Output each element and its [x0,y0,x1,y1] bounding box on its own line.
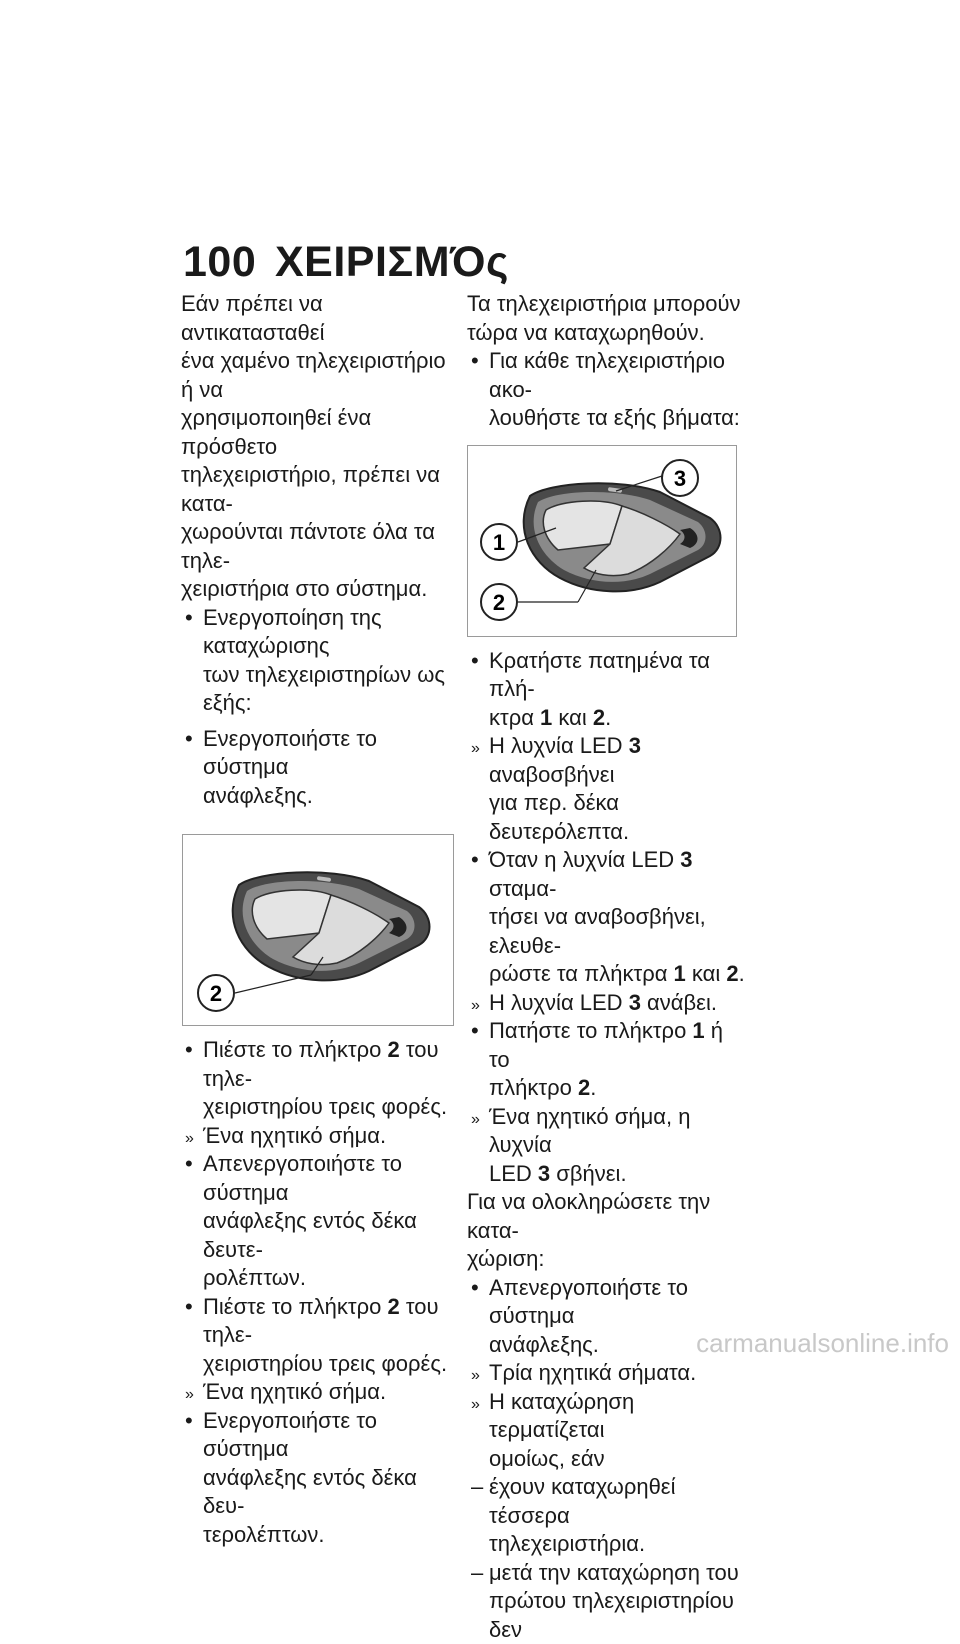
bullet-item: • Κρατήστε πατημένα τα πλή- κτρα 1 και 2. [467,647,745,733]
result-item: » Ένα ηχητικό σήμα, η λυχνία LED 3 σβήνει. [467,1103,745,1189]
result-marker [471,1359,487,1391]
dash-marker [471,1559,487,1588]
bullet-marker [185,1293,201,1322]
dash-marker [471,1473,487,1502]
callout-1: 1 [493,530,505,555]
bullet-item: • Πιέστε το πλήκτρο 2 του τηλε- χειριστηρίου τρεις φορές. [181,1036,459,1122]
bullet-item: • Απενεργοποιήστε το σύστημα ανάφλεξης εντός δέκα δευτε- ρολέπτων. [181,1150,459,1293]
intro-paragraph: Τα τηλεχειριστήρια μπορούν τώρα να καταχωρηθούν. [467,290,745,347]
bullet-marker [185,604,201,633]
bullet-item: • Για κάθε τηλεχειριστήριο ακο- λουθήστε τα εξής βήματα: [467,347,745,433]
bullet-marker [471,1017,487,1046]
bullet-item: • Απενεργοποιήστε το σύστημα ανάφλεξης. [467,1274,745,1360]
bullet-marker [185,1150,201,1179]
result-item: » Η λυχνία LED 3 αναβοσβήνει για περ. δέκα δευτερόλεπτα. [467,732,745,846]
callout-2: 2 [210,981,222,1006]
result-item: » Ένα ηχητικό σήμα. [181,1378,459,1407]
result-marker [185,1122,201,1154]
bullet-item: • Ενεργοποίηση της καταχώρισης των τηλεχειριστηρίων ως εξής: [181,604,459,718]
result-marker [471,989,487,1021]
result-item: » Τρία ηχητικά σήματα. [467,1359,745,1388]
bullet-marker [185,1036,201,1065]
result-item: » Η καταχώρηση τερματίζεται ομοίως, εάν [467,1388,745,1474]
bullet-marker [471,1274,487,1303]
bullet-marker [471,347,487,376]
bullet-item: • Πιέστε το πλήκτρο 2 του τηλε- χειριστηρίου τρεις φορές. [181,1293,459,1379]
left-column [181,290,459,1549]
bullet-marker [471,647,487,676]
result-marker [185,1378,201,1410]
result-marker [471,1103,487,1135]
bullet-marker [185,725,201,754]
key-fob-figure-left [182,834,454,1026]
bullet-item: • Πατήστε το πλήκτρο 1 ή το πλήκτρο 2. [467,1017,745,1103]
bullet-item: • Ενεργοποιήστε το σύστημα ανάφλεξης εντός δέκα δευ- τερολέπτων. [181,1407,459,1550]
callout-3: 3 [674,466,686,491]
result-marker [471,1388,487,1420]
dash-item: – μετά την καταχώρηση του πρώτου τηλεχειριστηρίου δεν [467,1559,745,1644]
bullet-item: • Όταν η λυχνία LED 3 σταμα- τήσει να αναβοσβήνει, ελευθε- ρώστε τα πλήκτρα 1 και 2. [467,846,745,989]
result-marker [471,732,487,764]
callout-2: 2 [493,590,505,615]
dash-item: – έχουν καταχωρηθεί τέσσερα τηλεχειριστήρια. [467,1473,745,1559]
key-fob-illustration [468,446,736,636]
bullet-marker [185,1407,201,1436]
result-item: » Η λυχνία LED 3 ανάβει. [467,989,745,1018]
bullet-marker [471,846,487,875]
bullet-item: • Ενεργοποιήστε το σύστημα ανάφλεξης. [181,725,459,811]
page-header [183,238,509,287]
watermark: carmanualsonline.info [0,1328,949,1359]
completion-paragraph: Για να ολοκληρώσετε την κατα- χώριση: [467,1188,745,1274]
page-number: 100 [183,238,275,287]
right-column [467,290,745,1644]
chapter-title: ΧΕΙΡΙΣΜΌς [275,238,509,286]
intro-paragraph: Εάν πρέπει να αντικατασταθεί ένα χαμένο τηλεχειριστήριο ή να χρησιμοποιηθεί ένα πρόσθετο τηλεχειριστήριο, πρέπει να κατα- χωρούνται πάντοτε όλα τα τηλε- χειριστήρια στο σύστημα. [181,290,459,604]
result-item: » Ένα ηχητικό σήμα. [181,1122,459,1151]
key-fob-illustration [183,835,453,1025]
key-fob-figure-right [467,445,737,637]
